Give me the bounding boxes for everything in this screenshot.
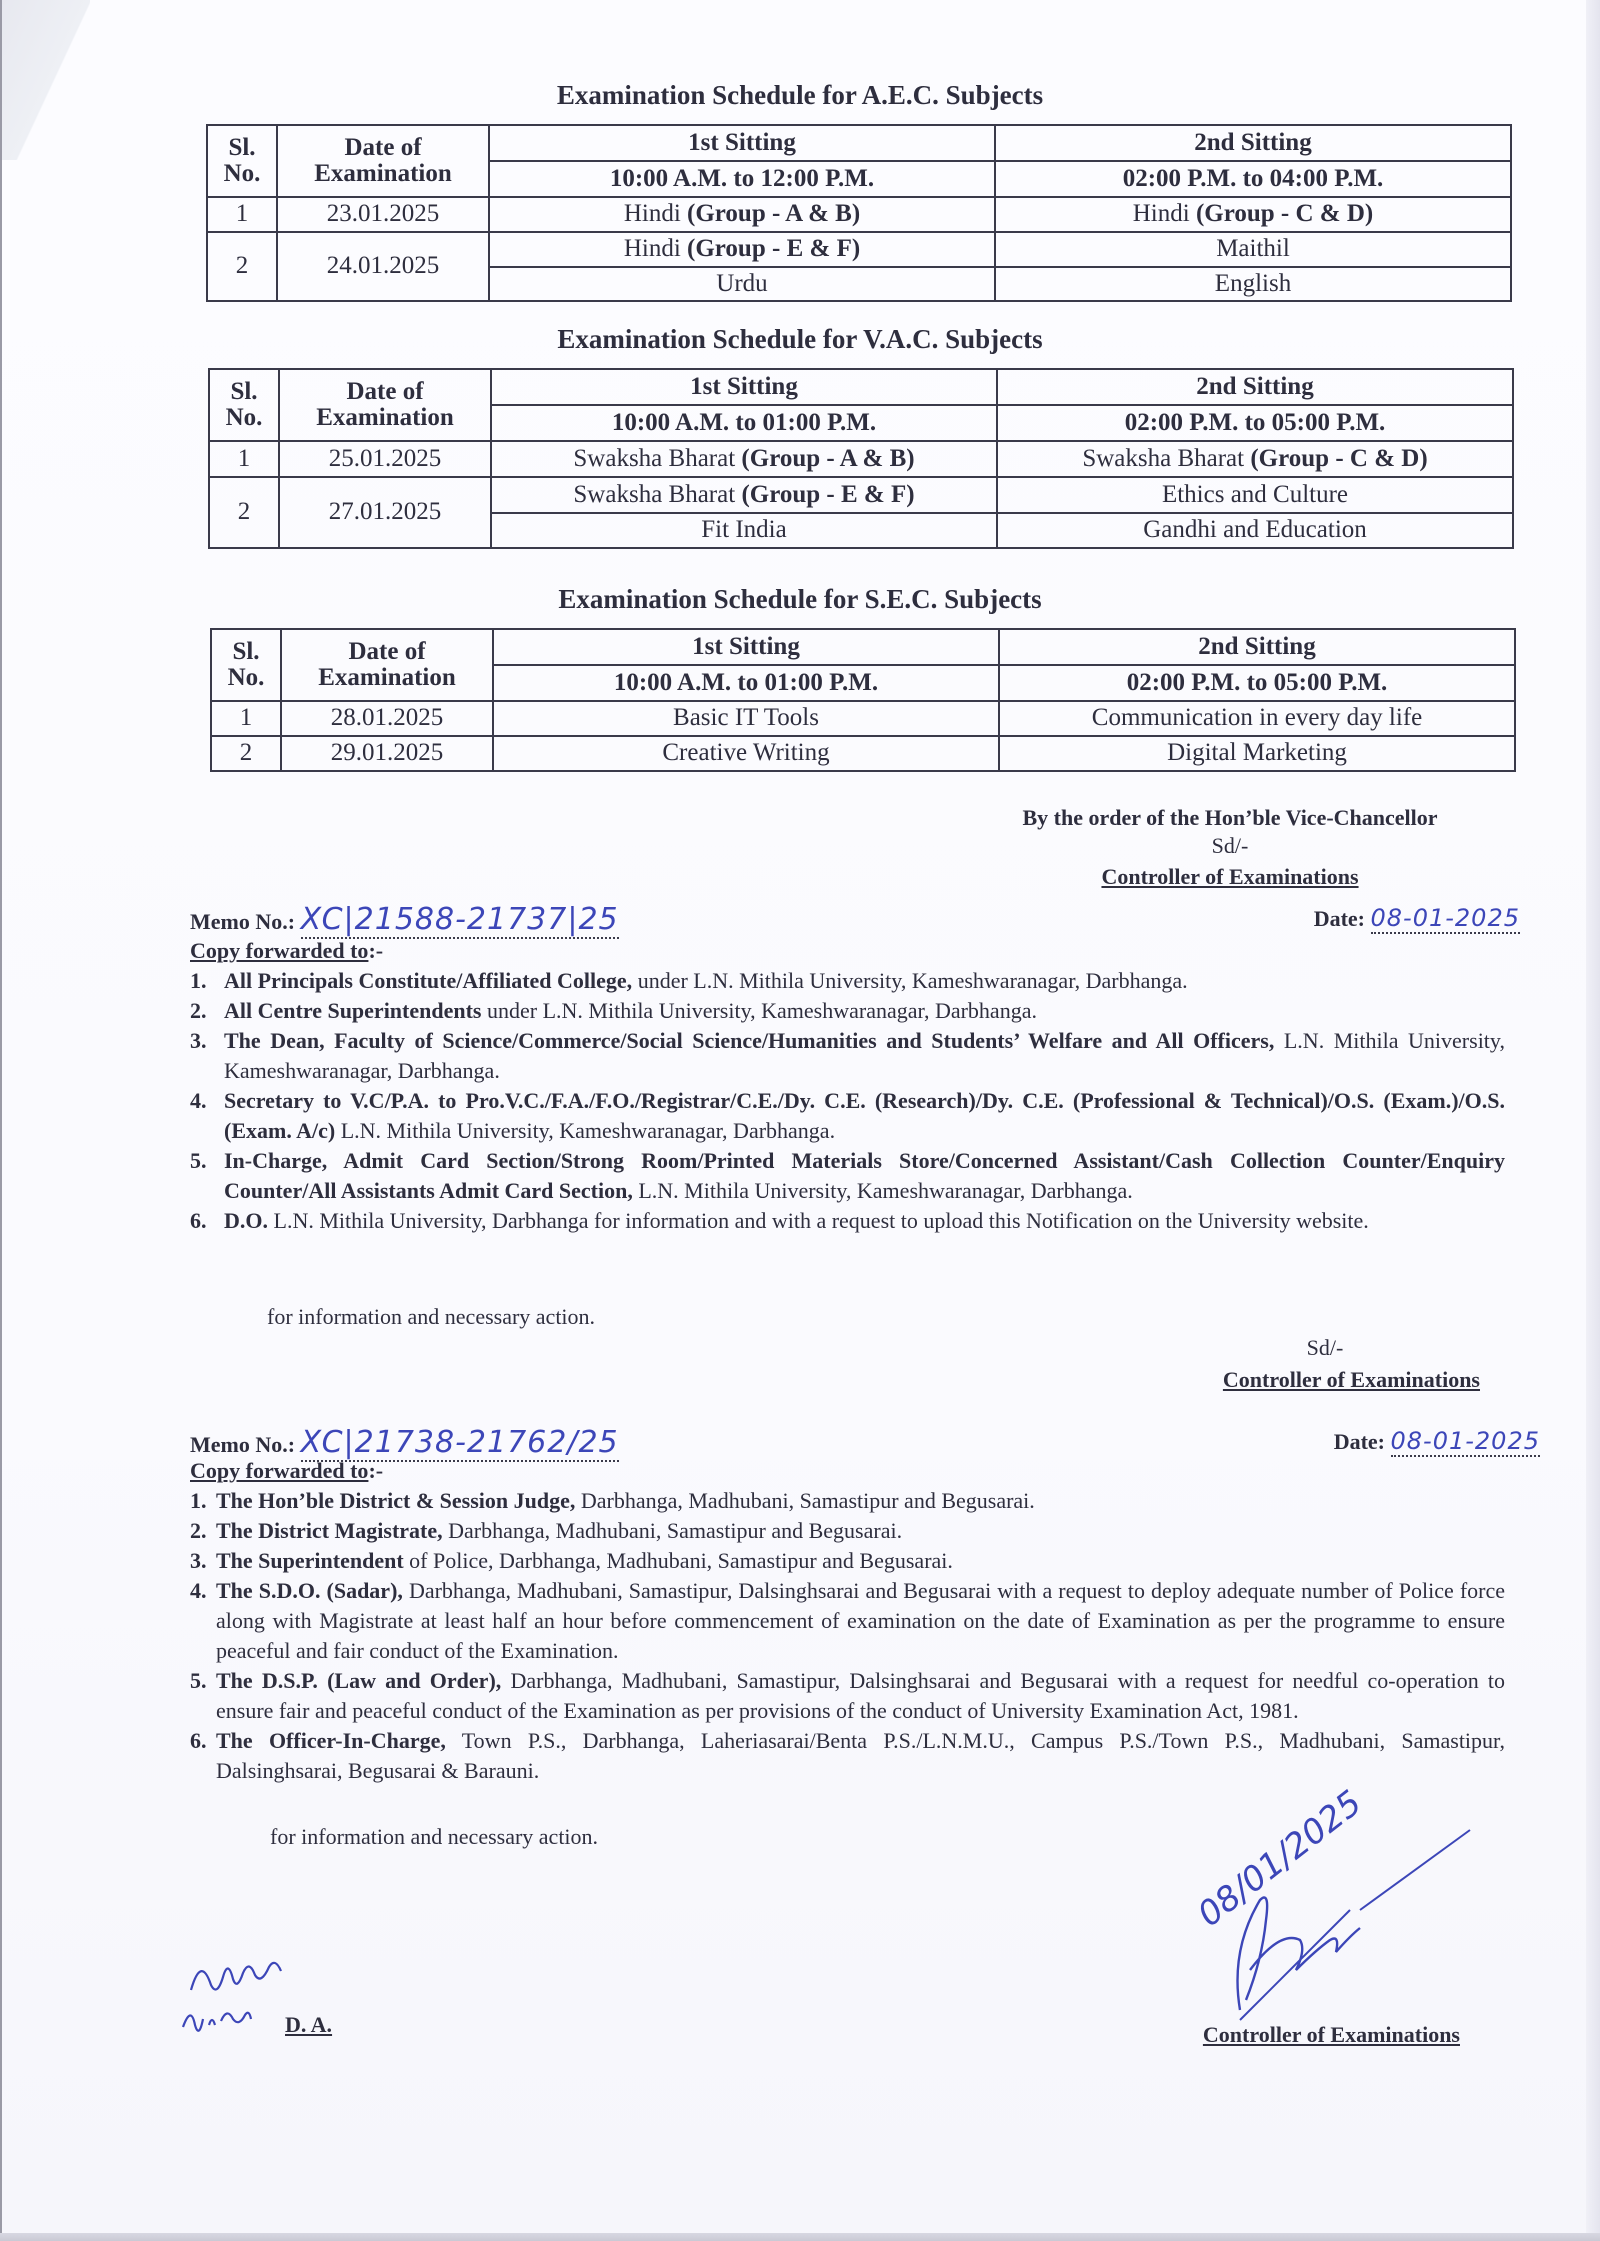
first-sitting-cell: Hindi (Group - E & F) — [489, 232, 995, 267]
aec-schedule-title: Examination Schedule for A.E.C. Subjects — [556, 80, 1044, 110]
date-header: Date of Examination — [277, 125, 489, 197]
second-sitting-cell: English — [995, 267, 1511, 301]
memo2-copy-forwarded: Copy forwarded to:- — [190, 1458, 384, 1483]
first-sitting-time: 10:00 A.M. to 12:00 P.M. — [489, 161, 995, 197]
aec-schedule-table — [206, 124, 1512, 302]
sl-no-cell: 2 — [209, 477, 279, 548]
memo1-label: Memo No.: — [190, 909, 301, 934]
second-sitting-cell: Digital Marketing — [999, 736, 1515, 771]
memo2-date-label: Date: — [1333, 1429, 1391, 1454]
list-item: 5. In-Charge, Admit Card Section/Strong Room/Printed Materials Store/Concerned Assistant/Cash Collection Counter/Enquiry Counter/All Assistants Admit Card Section, L.N. Mithila University, Kameshwaranagar, Darbhanga. — [190, 1148, 1505, 1203]
table-row — [209, 477, 1513, 513]
memo1-number: XC|21588-21737|25 — [300, 902, 619, 937]
first-sitting-cell: Basic IT Tools — [493, 701, 999, 736]
second-sitting-cell: Ethics and Culture — [997, 477, 1513, 513]
date-cell: 23.01.2025 — [277, 197, 489, 232]
second-sitting-time: 02:00 P.M. to 04:00 P.M. — [995, 161, 1511, 197]
second-sitting-cell: Maithil — [995, 232, 1511, 267]
memo2-closing: for information and necessary action. — [270, 1824, 599, 1849]
table-row — [207, 232, 1511, 267]
first-sitting-header: 1st Sitting — [489, 125, 995, 161]
table-header-row — [209, 369, 1513, 405]
second-sitting-cell: Hindi (Group - C & D) — [995, 197, 1511, 232]
date-header: Date of Examination — [281, 629, 493, 701]
sl-no-header: Sl. No. — [207, 125, 277, 197]
sl-no-cell: 1 — [207, 197, 277, 232]
second-sitting-time: 02:00 P.M. to 05:00 P.M. — [999, 665, 1515, 701]
second-sitting-header: 2nd Sitting — [997, 369, 1513, 405]
order-signatory: Controller of Examinations — [1101, 864, 1359, 889]
date-cell: 25.01.2025 — [279, 441, 491, 477]
second-sitting-cell: Gandhi and Education — [997, 513, 1513, 548]
date-cell: 27.01.2025 — [279, 477, 491, 548]
list-item: 2. The District Magistrate, Darbhanga, Madhubani, Samastipur and Begusarai. — [190, 1518, 903, 1543]
list-item: 1. The Hon’ble District & Session Judge, Darbhanga, Madhubani, Samastipur and Begusarai. — [190, 1488, 1035, 1513]
second-sitting-header: 2nd Sitting — [999, 629, 1515, 665]
memo2-date-line — [1100, 1426, 1540, 1457]
date-cell: 29.01.2025 — [281, 736, 493, 771]
table-header-row — [207, 125, 1511, 161]
footer-signatory: Controller of Examinations — [1202, 2022, 1460, 2047]
table-row — [211, 701, 1515, 736]
order-line: By the order of the Hon’ble Vice-Chancellor — [1022, 805, 1438, 830]
sl-no-cell: 2 — [207, 232, 277, 301]
memo2-label: Memo No.: — [190, 1432, 301, 1457]
table-row — [211, 736, 1515, 771]
memo1-date-line — [1100, 903, 1520, 934]
list-item: 1. All Principals Constitute/Affiliated College, under L.N. Mithila University, Kameshwaranagar, Darbhanga. — [190, 968, 1188, 993]
memo1-closing: for information and necessary action. — [267, 1304, 596, 1329]
date-cell: 24.01.2025 — [277, 232, 489, 301]
list-item: 3. The Superintendent of Police, Darbhanga, Madhubani, Samastipur and Begusarai. — [190, 1548, 953, 1573]
list-item: 4. The S.D.O. (Sadar), Darbhanga, Madhubani, Samastipur, Dalsinghsarai and Begusarai with a request to deploy adequate number of Police force along with Magistrate at least half an hour before commencement of examination on the date of Examination as per the programme to ensure peaceful and fair conduct of the Examination. — [190, 1578, 1505, 1663]
list-item: 5. The D.S.P. (Law and Order), Darbhanga, Madhubani, Samastipur, Dalsinghsarai and Begusarai with a request for needful co-operation to ensure fair and peaceful conduct of the Examination as per provisions of the conduct of University Examination Act, 1981. — [190, 1668, 1505, 1723]
first-sitting-header: 1st Sitting — [493, 629, 999, 665]
sl-no-cell: 2 — [211, 736, 281, 771]
date-header: Date of Examination — [279, 369, 491, 441]
sl-no-header: Sl. No. — [209, 369, 279, 441]
page-bottom-edge — [0, 2233, 1600, 2241]
signature-date: 08/01/2025 — [1190, 1782, 1370, 1935]
sl-no-cell: 1 — [211, 701, 281, 736]
memo2-recipient-list — [190, 1486, 1505, 1786]
order-sd: Sd/- — [1211, 833, 1249, 858]
controller-signature — [1150, 1820, 1530, 2040]
table-row — [209, 441, 1513, 477]
memo1-recipient-list — [190, 966, 1505, 1236]
memo1-signatory: Controller of Examinations — [1222, 1367, 1480, 1392]
sec-schedule-table — [210, 628, 1516, 772]
first-sitting-cell: Hindi (Group - A & B) — [489, 197, 995, 232]
second-sitting-time: 02:00 P.M. to 05:00 P.M. — [997, 405, 1513, 441]
da-label: D. A. — [285, 2012, 333, 2037]
first-sitting-cell: Swaksha Bharat (Group - E & F) — [491, 477, 997, 513]
first-sitting-cell: Creative Writing — [493, 736, 999, 771]
second-sitting-header: 2nd Sitting — [995, 125, 1511, 161]
memo1-copy-forwarded: Copy forwarded to:- — [190, 938, 384, 963]
list-item: 2. All Centre Superintendents under L.N. Mithila University, Kameshwaranagar, Darbhanga. — [190, 998, 1037, 1023]
memo1-number-line — [190, 902, 890, 937]
first-sitting-cell: Fit India — [491, 513, 997, 548]
vac-schedule-table — [208, 368, 1514, 549]
list-item: 3. The Dean, Faculty of Science/Commerce/Social Science/Humanities and Students’ Welfare and All Officers, L.N. Mithila University, Kameshwaranagar, Darbhanga. — [190, 1028, 1505, 1083]
sec-schedule-title: Examination Schedule for S.E.C. Subjects — [558, 584, 1042, 614]
list-item: 6. The Officer-In-Charge, Town P.S., Darbhanga, Laheriasarai/Benta P.S./L.N.M.U., Campus P.S./Town P.S., Madhubani, Samastipur, Dalsinghsarai, Begusarai & Barauni. — [190, 1728, 1505, 1783]
memo2-date: 08-01-2025 — [1390, 1427, 1540, 1455]
list-item: 6. D.O. L.N. Mithila University, Darbhanga for information and with a request to upload this Notification on the University website. — [190, 1208, 1369, 1233]
first-sitting-cell: Swaksha Bharat (Group - A & B) — [491, 441, 997, 477]
memo2-number: XC|21738-21762/25 — [300, 1425, 619, 1460]
first-sitting-time: 10:00 A.M. to 01:00 P.M. — [493, 665, 999, 701]
date-cell: 28.01.2025 — [281, 701, 493, 736]
list-item: 4. Secretary to V.C/P.A. to Pro.V.C./F.A./F.O./Registrar/C.E./Dy. C.E. (Research)/Dy. C.E. (Professional & Technical)/O.S. (Exam.)/O.S. (Exam. A/c) L.N. Mithila University, Kameshwaranagar, Darbhanga. — [190, 1088, 1505, 1143]
sl-no-header: Sl. No. — [211, 629, 281, 701]
first-sitting-header: 1st Sitting — [491, 369, 997, 405]
memo1-date-label: Date: — [1313, 906, 1371, 931]
second-sitting-cell: Communication in every day life — [999, 701, 1515, 736]
sl-no-cell: 1 — [209, 441, 279, 477]
table-header-row — [211, 629, 1515, 665]
table-row — [207, 197, 1511, 232]
memo1-sd: Sd/- — [1306, 1335, 1344, 1360]
first-sitting-time: 10:00 A.M. to 01:00 P.M. — [491, 405, 997, 441]
first-sitting-cell: Urdu — [489, 267, 995, 301]
memo1-date: 08-01-2025 — [1370, 904, 1520, 932]
vac-schedule-title: Examination Schedule for V.A.C. Subjects — [557, 324, 1043, 354]
second-sitting-cell: Swaksha Bharat (Group - C & D) — [997, 441, 1513, 477]
